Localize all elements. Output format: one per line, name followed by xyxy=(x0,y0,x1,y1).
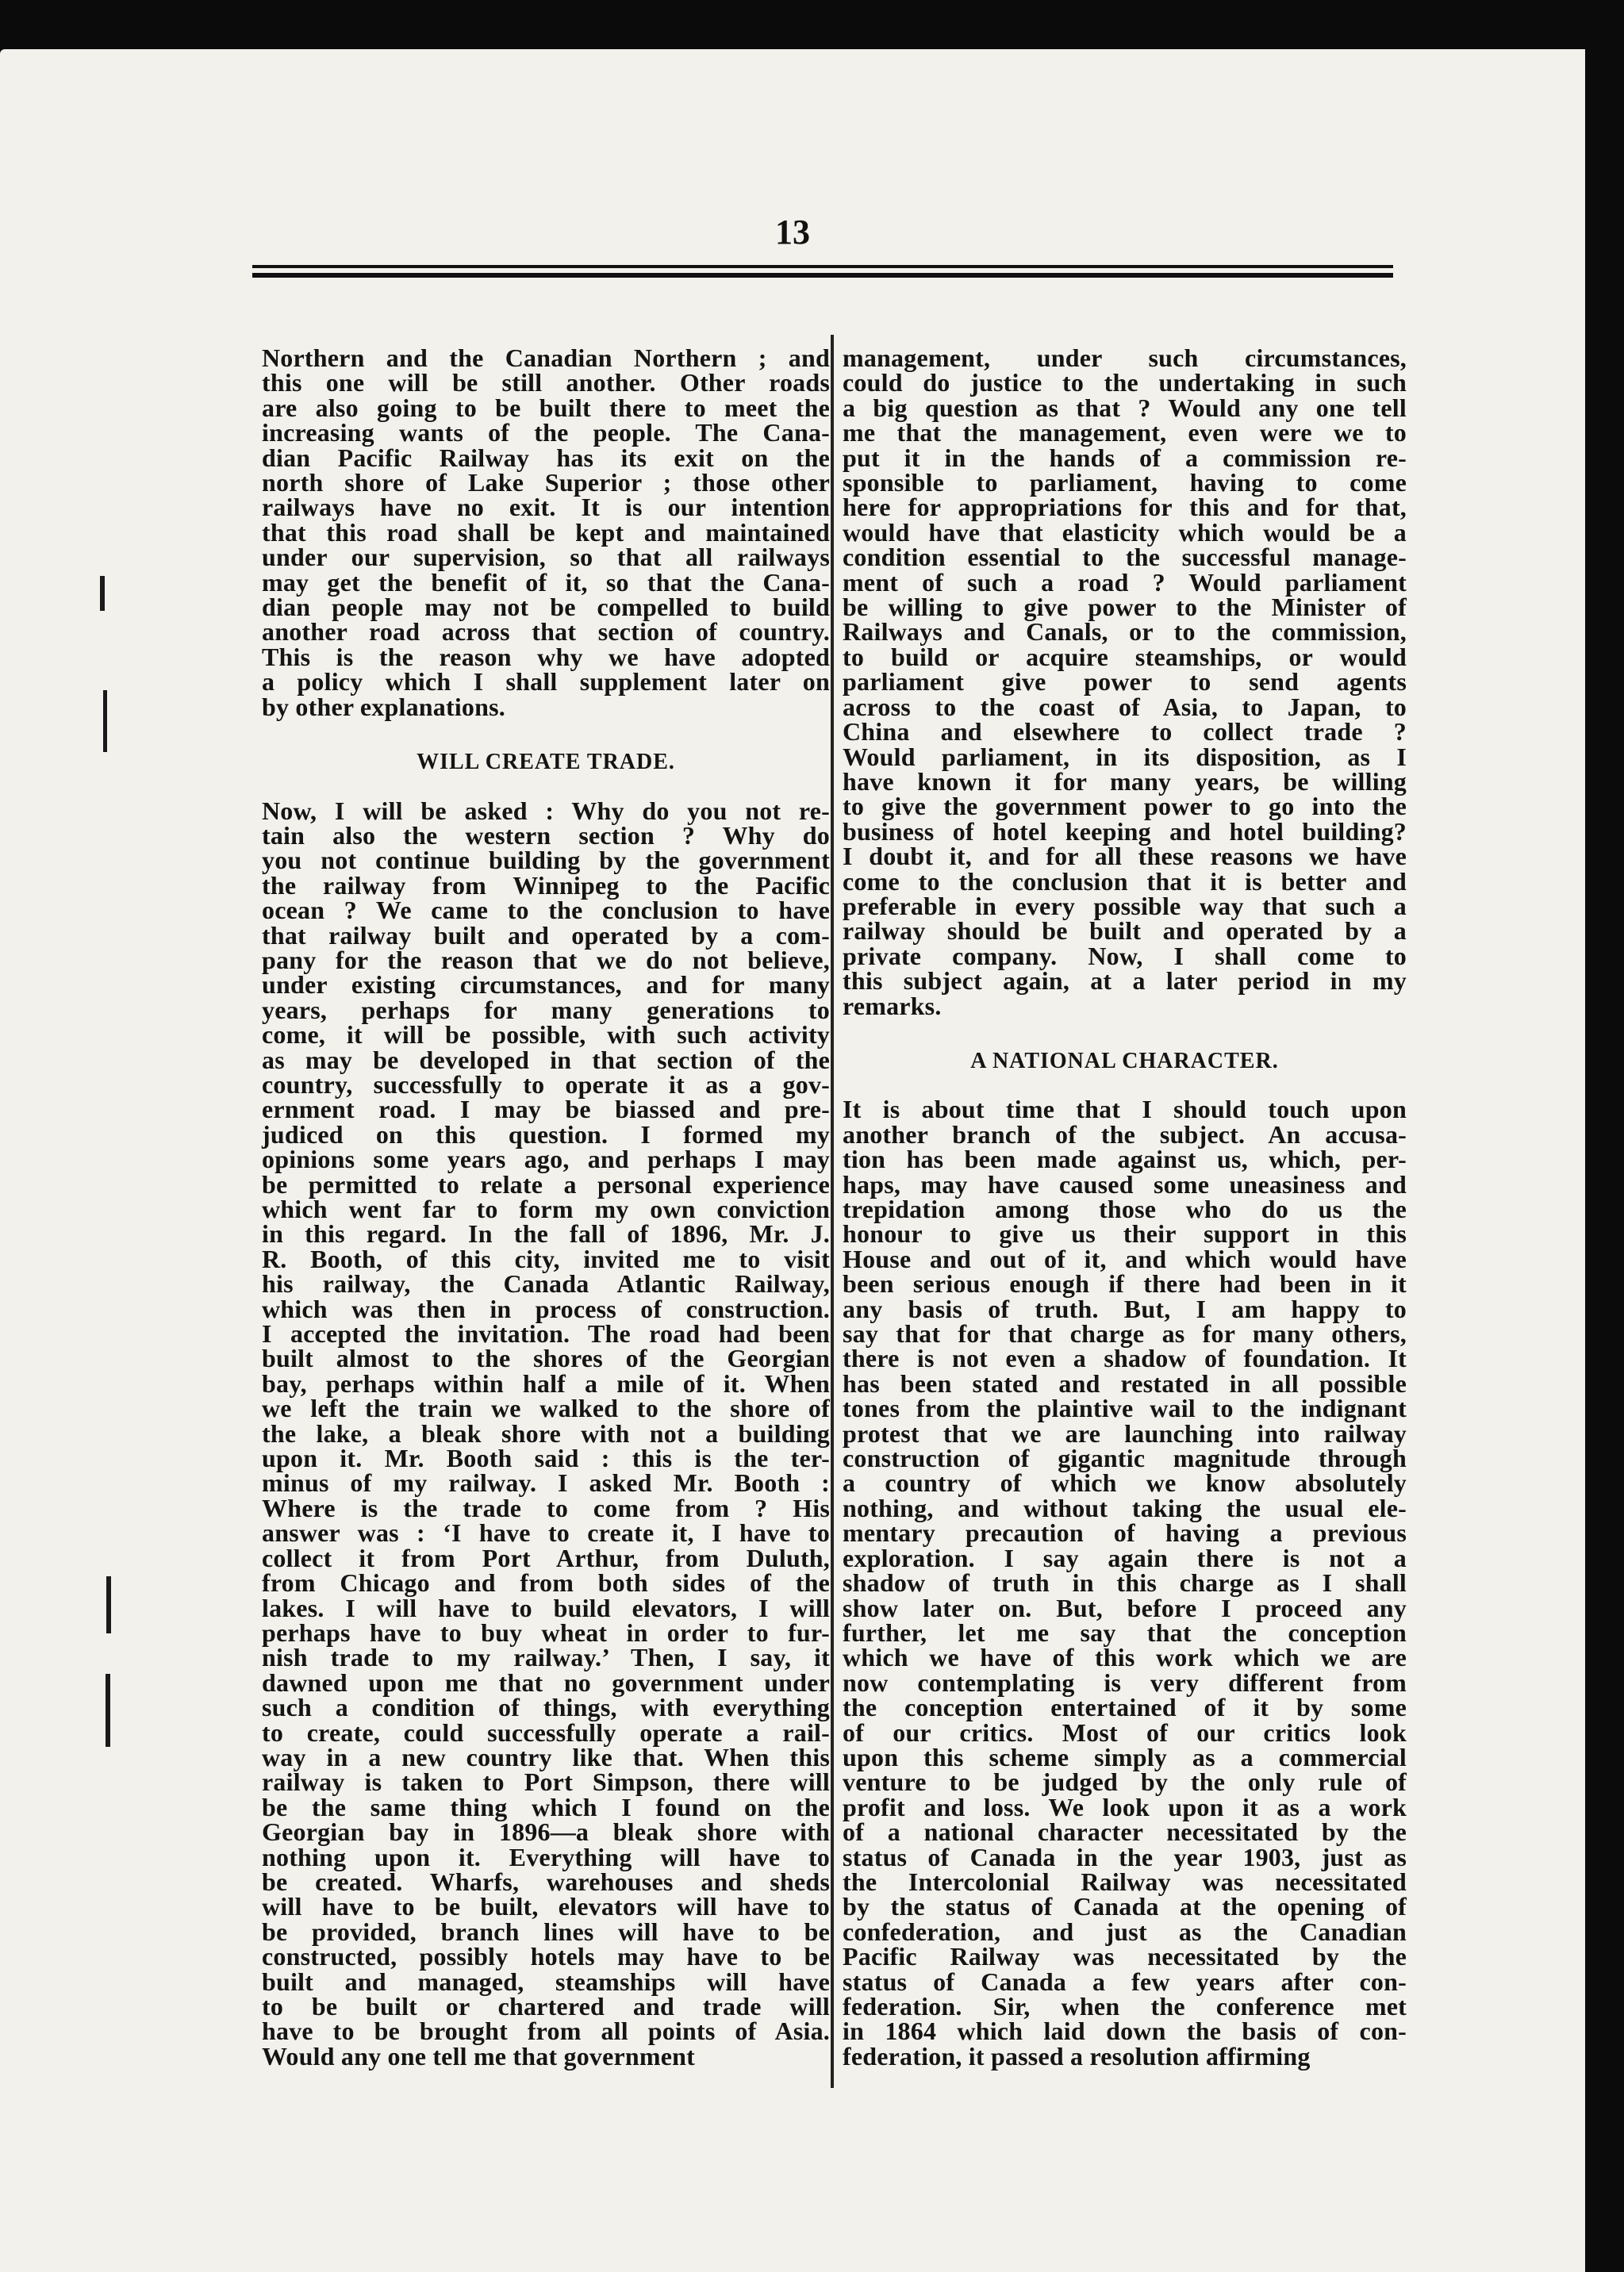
text-line: Where is the trade to come from ? His xyxy=(262,1493,830,1522)
text-line: to be built or chartered and trade will xyxy=(262,1992,830,2021)
text-line: here for appropriations for this and for that, xyxy=(843,493,1407,522)
text-line: we left the train we walked to the shore of xyxy=(262,1394,830,1423)
text-line: parliament give power to send agents xyxy=(843,667,1407,697)
text-line: upon this scheme simply as a commercial xyxy=(843,1742,1407,1771)
text-line: way in a new country like that. When this xyxy=(262,1742,830,1771)
text-line: another road across that section of country. xyxy=(262,617,830,647)
text-line: Georgian bay in 1896—a bleak shore with xyxy=(262,1817,830,1847)
margin-mark-3 xyxy=(106,1576,111,1633)
text-line: bay, perhaps within half a mile of it. When xyxy=(262,1368,830,1398)
text-line: Railways and Canals, or to the commission, xyxy=(843,617,1407,647)
text-line: preferable in every possible way that such a xyxy=(843,891,1407,920)
text-line: condition essential to the successful manage- xyxy=(843,543,1407,572)
text-line: which we have of this work which we are xyxy=(843,1643,1407,1672)
text-line: status of Canada in the year 1903, just as xyxy=(843,1842,1407,1871)
text-line: collect it from Port Arthur, from Duluth, xyxy=(262,1543,830,1572)
text-line: dian people may not be compelled to build xyxy=(262,593,830,622)
text-line: under existing circumstances, and for many xyxy=(262,970,830,1000)
text-line: come, it will be possible, with such activity xyxy=(262,1020,830,1050)
text-line: management, under such circumstances, xyxy=(843,343,1407,372)
text-line: years, perhaps for many generations to xyxy=(262,995,830,1024)
text-line: are also going to be built there to meet the xyxy=(262,393,830,422)
page-number: 13 xyxy=(775,213,810,251)
section-heading-national-character: A NATIONAL CHARACTER. xyxy=(970,1048,1279,1073)
right-paragraph-2 xyxy=(843,1097,1407,2069)
text-line: been serious enough if there had been in it xyxy=(843,1269,1407,1299)
text-line: further, let me say that the conception xyxy=(843,1618,1407,1647)
left-column xyxy=(262,343,830,2071)
text-line: judiced on this question. I formed my xyxy=(262,1119,830,1149)
text-line: trepidation among those who do us the xyxy=(843,1195,1407,1223)
text-line: venture to be judged by the only rule of xyxy=(843,1767,1407,1797)
text-line: ernment road. I may be biassed and pre- xyxy=(262,1095,830,1124)
text-line: this one will be still another. Other roads xyxy=(262,368,830,397)
text-line: Would parliament, in its disposition, as I xyxy=(843,742,1407,771)
text-line: construction of gigantic magnitude through xyxy=(843,1444,1407,1473)
text-line: his railway, the Canada Atlantic Railway, xyxy=(262,1269,830,1299)
text-line: country, successfully to operate it as a gov- xyxy=(262,1069,830,1099)
text-line: the railway from Winnipeg to the Pacific xyxy=(262,870,830,900)
text-line: pany for the reason that we do not believe, xyxy=(262,945,830,974)
margin-mark-2 xyxy=(103,690,107,752)
text-line: nothing upon it. Everything will have to xyxy=(262,1842,830,1871)
text-line: the Intercolonial Railway was necessitated xyxy=(843,1867,1407,1896)
text-line: under our supervision, so that all railways xyxy=(262,543,830,572)
text-line: of our critics. Most of our critics look xyxy=(843,1717,1407,1747)
text-line: nothing, and without taking the usual ele- xyxy=(843,1493,1407,1522)
text-line: sponsible to parliament, having to come xyxy=(843,468,1407,497)
text-line: by other explanations. xyxy=(262,692,505,721)
text-line: federation, it passed a resolution affirming xyxy=(843,2041,1311,2071)
header-rule-thin xyxy=(252,265,1393,268)
text-line: to build or acquire steamships, or would xyxy=(843,642,1407,671)
text-line: say that for that charge as for many others, xyxy=(843,1319,1407,1349)
text-line: mentary precaution of having a previous xyxy=(843,1518,1407,1548)
text-line: tain also the western section ? Why do xyxy=(262,820,830,850)
text-line: protest that we are launching into railway xyxy=(843,1418,1407,1448)
left-paragraph-2 xyxy=(262,796,830,2071)
text-line: show later on. But, before I proceed any xyxy=(843,1593,1407,1622)
text-line: be the same thing which I found on the xyxy=(262,1792,830,1821)
text-line: any basis of truth. But, I am happy to xyxy=(843,1294,1407,1323)
header-rule-thick xyxy=(252,273,1393,278)
text-line: you not continue building by the government xyxy=(262,846,830,875)
text-line: remarks. xyxy=(843,991,942,1020)
text-line: dian Pacific Railway has its exit on the xyxy=(262,443,830,472)
text-line: Northern and the Canadian Northern ; and xyxy=(262,343,830,372)
text-line: minus of my railway. I asked Mr. Booth : xyxy=(262,1468,830,1498)
text-line: which was then in process of construction. xyxy=(262,1294,830,1323)
text-line: honour to give us their support in this xyxy=(843,1219,1407,1249)
right-column xyxy=(843,343,1407,2071)
text-line: upon it. Mr. Booth said : this is the ter- xyxy=(262,1444,830,1473)
text-line: now contemplating is very different from xyxy=(843,1668,1407,1697)
text-line: status of Canada a few years after con- xyxy=(843,1967,1407,1996)
text-line: which went far to form my own conviction xyxy=(262,1195,830,1223)
text-line: business of hotel keeping and hotel building? xyxy=(843,816,1407,846)
text-line: be created. Wharfs, warehouses and sheds xyxy=(262,1867,830,1896)
text-line: have to be brought from all points of Asia. xyxy=(262,2017,830,2046)
text-line: could do justice to the undertaking in such xyxy=(843,368,1407,397)
right-paragraph-1 xyxy=(843,343,1407,1020)
section-heading-will-create-trade: WILL CREATE TRADE. xyxy=(417,750,675,775)
text-line: across to the coast of Asia, to Japan, to xyxy=(843,692,1407,721)
text-line: tion has been made against us, which, per- xyxy=(843,1145,1407,1174)
text-line: haps, may have caused some uneasiness and xyxy=(843,1169,1407,1199)
text-line: north shore of Lake Superior ; those other xyxy=(262,468,830,497)
text-line: a policy which I shall supplement later on xyxy=(262,667,830,697)
margin-mark-4 xyxy=(106,1674,110,1747)
text-line: railways have no exit. It is our intention xyxy=(262,493,830,522)
text-line: be provided, branch lines will have to be xyxy=(262,1917,830,1946)
text-line: come to the conclusion that it is better and xyxy=(843,866,1407,896)
text-line: nish trade to my railway.’ Then, I say, it xyxy=(262,1643,830,1672)
text-line: be permitted to relate a personal experience xyxy=(262,1169,830,1199)
text-line: a country of which we know absolutely xyxy=(843,1468,1407,1498)
text-line: that railway built and operated by a com- xyxy=(262,920,830,950)
text-line: constructed, possibly hotels may have to be xyxy=(262,1942,830,1971)
text-line: in this regard. In the fall of 1896, Mr. J. xyxy=(262,1219,830,1249)
text-line: Now, I will be asked : Why do you not re- xyxy=(262,796,830,825)
text-line: by the status of Canada at the opening of xyxy=(843,1892,1407,1921)
text-line: opinions some years ago, and perhaps I may xyxy=(262,1145,830,1174)
text-line: shadow of truth in this charge as I shall xyxy=(843,1568,1407,1598)
text-line: be willing to give power to the Minister of xyxy=(843,593,1407,622)
text-line: another branch of the subject. An accusa- xyxy=(843,1119,1407,1149)
text-line: have known it for many years, be willing xyxy=(843,766,1407,796)
text-line: tones from the plaintive wail to the indignant xyxy=(843,1394,1407,1423)
text-line: It is about time that I should touch upon xyxy=(843,1095,1407,1124)
text-line: Pacific Railway was necessitated by the xyxy=(843,1942,1407,1971)
text-line: built and managed, steamships will have xyxy=(262,1967,830,1996)
text-line: a big question as that ? Would any one tell xyxy=(843,393,1407,422)
text-line: I accepted the invitation. The road had been xyxy=(262,1319,830,1349)
text-line: built almost to the shores of the Georgian xyxy=(262,1344,830,1373)
text-line: will have to be built, elevators will have to xyxy=(262,1892,830,1921)
text-line: private company. Now, I shall come to xyxy=(843,941,1407,970)
text-line: Would any one tell me that government xyxy=(262,2041,696,2071)
text-line: federation. Sir, when the conference met xyxy=(843,1992,1407,2021)
text-line: ocean ? We came to the conclusion to have xyxy=(262,896,830,925)
text-line: to create, could successfully operate a rail- xyxy=(262,1717,830,1747)
text-line: railway should be built and operated by a xyxy=(843,916,1407,946)
text-line: that this road shall be kept and maintained xyxy=(262,517,830,547)
text-line: me that the management, even were we to xyxy=(843,418,1407,447)
text-line: answer was : ‘I have to create it, I have to xyxy=(262,1518,830,1548)
text-line: R. Booth, of this city, invited me to visit xyxy=(262,1244,830,1273)
text-line: there is not even a shadow of foundation. It xyxy=(843,1344,1407,1373)
text-line: perhaps have to buy wheat in order to fur- xyxy=(262,1618,830,1647)
text-line: put it in the hands of a commission re- xyxy=(843,443,1407,472)
text-line: this subject again, at a later period in my xyxy=(843,966,1407,996)
text-line: to give the government power to go into the xyxy=(843,792,1407,821)
text-line: profit and loss. We look upon it as a work xyxy=(843,1792,1407,1821)
text-line: House and out of it, and which would have xyxy=(843,1244,1407,1273)
text-line: increasing wants of the people. The Cana- xyxy=(262,418,830,447)
text-line: would have that elasticity which would be a xyxy=(843,517,1407,547)
text-line: ment of such a road ? Would parliament xyxy=(843,567,1407,597)
text-line: may get the benefit of it, so that the Cana- xyxy=(262,567,830,597)
text-line: dawned upon me that no government under xyxy=(262,1668,830,1697)
text-line: I doubt it, and for all these reasons we have xyxy=(843,842,1407,871)
text-line: China and elsewhere to collect trade ? xyxy=(843,717,1407,746)
text-line: railway is taken to Port Simpson, there will xyxy=(262,1767,830,1797)
column-divider xyxy=(831,335,834,2088)
text-line: This is the reason why we have adopted xyxy=(262,642,830,671)
left-paragraph-1 xyxy=(262,343,830,721)
text-line: of a national character necessitated by the xyxy=(843,1817,1407,1847)
text-line: in 1864 which laid down the basis of con- xyxy=(843,2017,1407,2046)
text-line: exploration. I say again there is not a xyxy=(843,1543,1407,1572)
text-line: such a condition of things, with everything xyxy=(262,1693,830,1722)
text-line: lakes. I will have to build elevators, I will xyxy=(262,1593,830,1622)
text-line: as may be developed in that section of the xyxy=(262,1045,830,1074)
text-line: has been stated and restated in all possible xyxy=(843,1368,1407,1398)
text-line: from Chicago and from both sides of the xyxy=(262,1568,830,1598)
text-line: the conception entertained of it by some xyxy=(843,1693,1407,1722)
text-line: confederation, and just as the Canadian xyxy=(843,1917,1407,1946)
document-page xyxy=(0,49,1585,2272)
margin-mark-1 xyxy=(100,576,105,611)
text-line: the lake, a bleak shore with not a building xyxy=(262,1418,830,1448)
scan-border xyxy=(1585,49,1624,2272)
